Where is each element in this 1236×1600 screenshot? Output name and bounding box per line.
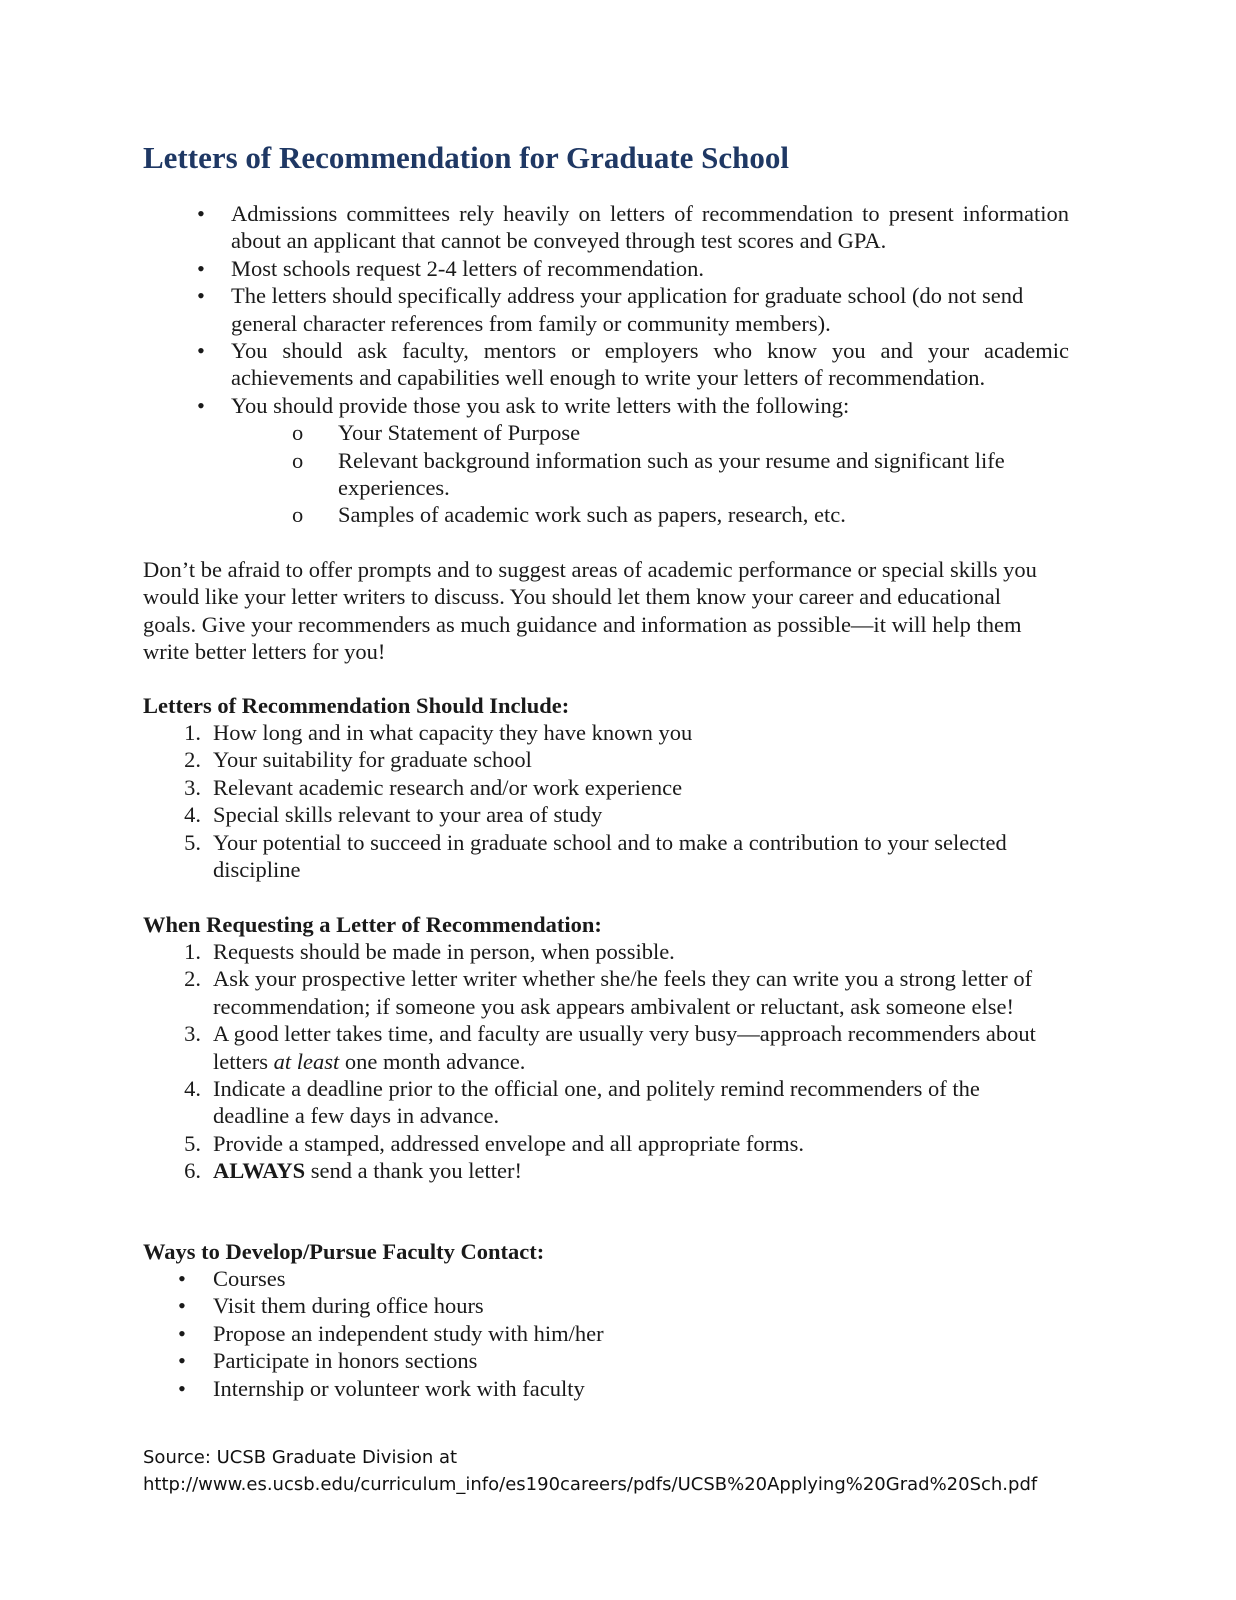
page-title: Letters of Recommendation for Graduate School [143, 140, 790, 175]
bullet-icon: • [178, 1348, 186, 1374]
faculty-heading: Ways to Develop/Pursue Faculty Contact: [143, 1239, 545, 1264]
list-item-text: Most schools request 2-4 letters of recommendation. [231, 255, 705, 281]
source-citation [143, 1444, 1037, 1498]
list-item-text: The letters should specifically address your application for graduate school (do not send general character references from family or community members). [231, 283, 1024, 336]
source-label: Source: UCSB Graduate Division at [143, 1447, 458, 1468]
list-item: 2. Ask your prospective letter writer whether she/he feels they can write you a strong letter of recommendation; if someone you ask appears ambivalent or reluctant, ask someone else! [184, 966, 1033, 1019]
list-item: 5. Your potential to succeed in graduate school and to make a contribution to your selected discipline [184, 829, 1007, 883]
bullet-icon: • [178, 1293, 186, 1319]
hollow-bullet-icon: o [292, 502, 304, 528]
list-item: 1. How long and in what capacity they have known you [184, 720, 693, 745]
include-list [143, 719, 1058, 883]
bullet-icon: • [197, 201, 205, 226]
list-item: 1. Requests should be made in person, when possible. [184, 939, 675, 964]
requesting-list [143, 938, 1058, 1185]
list-item: • Internship or volunteer work with faculty [143, 1375, 1058, 1402]
list-item-text: Admissions committees rely heavily on letters of recommendation to present information about an applicant that cannot be conveyed through test scores and GPA. [231, 201, 1069, 254]
intro-bullet-list [143, 200, 1069, 529]
sub-list-item [143, 447, 1069, 502]
source-url: http://www.es.ucsb.edu/curriculum_info/es190careers/pdfs/UCSB%20Applying%20Grad%20Sch.pdf [143, 1474, 1038, 1495]
hollow-bullet-icon: o [292, 420, 304, 446]
list-item: • Participate in honors sections [143, 1347, 1058, 1374]
list-item [143, 255, 1069, 282]
list-item: 6. ALWAYS send a thank you letter! [184, 1158, 522, 1184]
list-item [143, 282, 1069, 337]
bullet-icon: • [178, 1375, 186, 1401]
list-item [143, 392, 1069, 419]
list-item-text: You should ask faculty, mentors or employers who know you and your academic achievements and capabilities well enough to write your letters of recommendation. [231, 338, 1069, 391]
faculty-list [143, 1265, 1058, 1402]
list-item: • Propose an independent study with him/her [143, 1320, 1058, 1347]
list-item: 4. Special skills relevant to your area of study [184, 802, 603, 828]
bullet-icon: • [197, 255, 205, 281]
list-item [143, 337, 1069, 392]
list-item-text: You should provide those you ask to write letters with the following: [231, 392, 850, 418]
bullet-icon: • [197, 338, 205, 364]
bullet-icon: • [178, 1320, 186, 1346]
list-item: 2. Your suitability for graduate school [184, 747, 532, 773]
bullet-icon: • [197, 392, 205, 418]
bullet-icon: • [178, 1266, 186, 1291]
sub-list-item-text: Relevant background information such as your resume and significant life experiences. [338, 447, 1005, 501]
sub-list-item [143, 501, 1069, 528]
list-item: 3. Relevant academic research and/or work experience [184, 774, 683, 800]
hollow-bullet-icon: o [292, 447, 304, 473]
sub-list-item-text: Your Statement of Purpose [338, 420, 581, 446]
guidance-paragraph: Don’t be afraid to offer prompts and to suggest areas of academic performance or special skills you would like your letter writers to discuss. You should let them know your career and educational goals. Give your recommenders as much guidance and information as possible—it will help them write better letters for you! [143, 557, 1037, 665]
list-item: 3. A good letter takes time, and faculty are usually very busy—approach recommenders about letters at least one month advance. [184, 1021, 1036, 1074]
list-item: 4. Indicate a deadline prior to the official one, and politely remind recommenders of the deadline a few days in advance. [184, 1076, 980, 1129]
list-item: 5. Provide a stamped, addressed envelope and all appropriate forms. [184, 1130, 805, 1156]
list-item [143, 200, 1069, 255]
list-item: • Courses [143, 1265, 1058, 1292]
sub-list-item-text: Samples of academic work such as papers, research, etc. [338, 502, 846, 528]
requesting-heading: When Requesting a Letter of Recommendation: [143, 912, 602, 937]
bullet-icon: • [197, 283, 205, 309]
include-heading: Letters of Recommendation Should Include: [143, 693, 570, 718]
sub-list-item [143, 419, 1069, 446]
list-item: • Visit them during office hours [143, 1292, 1058, 1319]
